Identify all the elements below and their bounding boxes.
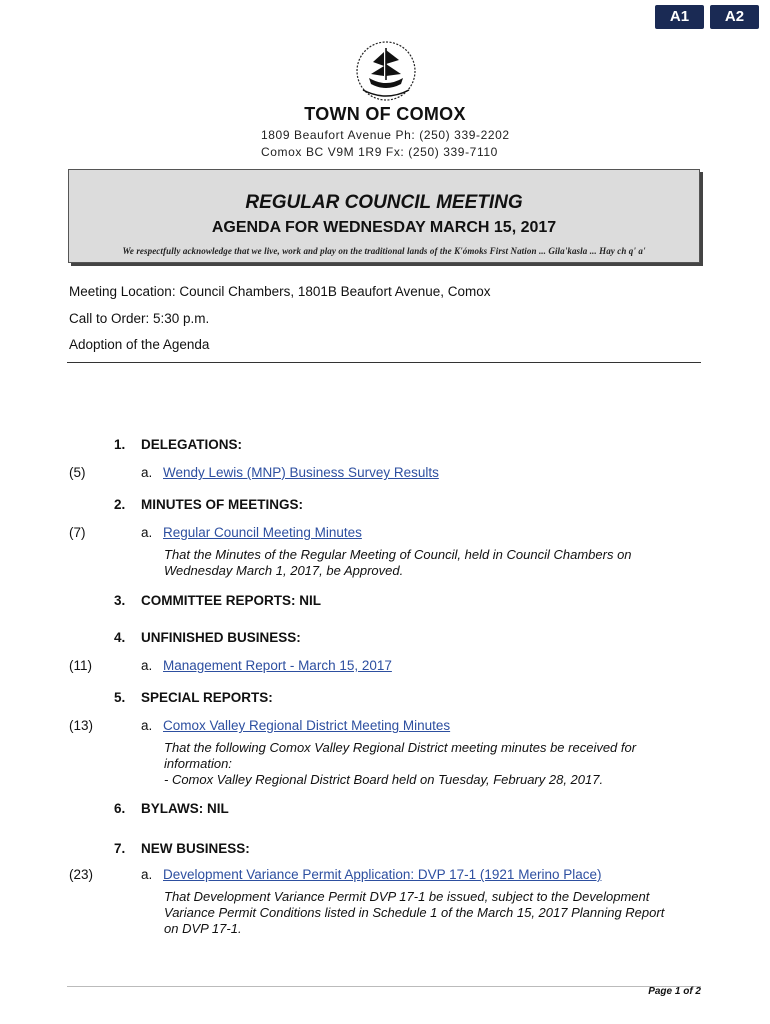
section-title: COMMITTEE REPORTS: NIL xyxy=(141,593,321,608)
item-letter: a. xyxy=(141,718,153,733)
section-number: 5. xyxy=(114,690,126,705)
agenda-item-link[interactable]: Management Report - March 15, 2017 xyxy=(163,658,392,673)
section-number: 2. xyxy=(114,497,126,512)
address-line-2: Comox BC V9M 1R9 Fx: (250) 339-7110 xyxy=(261,145,498,159)
motion-line: on DVP 17-1. xyxy=(164,921,242,936)
section-title: NEW BUSINESS: xyxy=(141,841,250,856)
tab-a2[interactable]: A2 xyxy=(710,5,759,29)
section-bylaws xyxy=(114,801,229,816)
section-title: SPECIAL REPORTS: xyxy=(141,690,273,705)
page-ref: (11) xyxy=(69,658,93,673)
call-to-order: Call to Order: 5:30 p.m. xyxy=(69,311,210,326)
section-number: 6. xyxy=(114,801,126,816)
motion-text xyxy=(164,740,704,788)
section-title: DELEGATIONS: xyxy=(141,437,242,452)
section-new-business xyxy=(114,841,250,856)
section-number: 1. xyxy=(114,437,126,452)
section-delegations xyxy=(114,437,242,452)
section-title: UNFINISHED BUSINESS: xyxy=(141,630,301,645)
item-letter: a. xyxy=(141,658,153,673)
land-acknowledgement: We respectfully acknowledge that we live, work and play on the traditional lands of the K'ómoks First Nation ... Gila'kasla ... Hay ch q' a' xyxy=(122,246,646,256)
item-letter: a. xyxy=(141,867,153,882)
agenda-item-link[interactable]: Comox Valley Regional District Meeting Minutes xyxy=(163,718,451,733)
section-minutes xyxy=(114,497,303,512)
motion-line: That the Minutes of the Regular Meeting of Council, held in Council Chambers on xyxy=(164,547,632,562)
town-crest-logo xyxy=(355,38,417,104)
motion-text xyxy=(164,547,704,579)
motion-line: Variance Permit Conditions listed in Schedule 1 of the March 15, 2017 Planning Report xyxy=(164,905,665,920)
page-ref: (5) xyxy=(69,465,86,480)
item-letter: a. xyxy=(141,465,153,480)
motion-line: - Comox Valley Regional District Board held on Tuesday, February 28, 2017. xyxy=(164,772,604,787)
section-committee-reports xyxy=(114,593,321,608)
meeting-location: Meeting Location: Council Chambers, 1801B Beaufort Avenue, Comox xyxy=(69,284,491,299)
page-ref: (23) xyxy=(69,867,94,882)
divider xyxy=(67,362,701,363)
motion-line: That Development Variance Permit DVP 17-1 be issued, subject to the Development xyxy=(164,889,650,904)
section-number: 3. xyxy=(114,593,126,608)
section-title: BYLAWS: NIL xyxy=(141,801,229,816)
town-name: TOWN OF COMOX xyxy=(304,104,466,124)
motion-text xyxy=(164,889,704,937)
motion-line: Wednesday March 1, 2017, be Approved. xyxy=(164,563,404,578)
address-line-1: 1809 Beaufort Avenue Ph: (250) 339-2202 xyxy=(261,128,510,142)
page-number: Page 1 of 2 xyxy=(648,986,701,997)
section-title: MINUTES OF MEETINGS: xyxy=(141,497,303,512)
section-number: 7. xyxy=(114,841,126,856)
agenda-item-link[interactable]: Wendy Lewis (MNP) Business Survey Results xyxy=(163,465,439,480)
section-unfinished-business xyxy=(114,630,301,645)
agenda-banner xyxy=(68,169,700,263)
tab-a1[interactable]: A1 xyxy=(655,5,704,29)
section-number: 4. xyxy=(114,630,126,645)
agenda-item-link[interactable]: Development Variance Permit Application: DVP 17-1 (1921 Merino Place) xyxy=(163,867,602,882)
page-ref: (13) xyxy=(69,718,94,733)
agenda-date: AGENDA FOR WEDNESDAY MARCH 15, 2017 xyxy=(211,219,557,236)
agenda-item-link[interactable]: Regular Council Meeting Minutes xyxy=(163,525,362,540)
adoption-of-agenda: Adoption of the Agenda xyxy=(69,337,210,352)
item-letter: a. xyxy=(141,525,153,540)
meeting-title: REGULAR COUNCIL MEETING xyxy=(245,192,523,213)
page-ref: (7) xyxy=(69,525,86,540)
motion-line: information: xyxy=(164,756,232,771)
section-special-reports xyxy=(114,690,273,705)
footer-divider xyxy=(67,986,701,987)
motion-line: That the following Comox Valley Regional District meeting minutes be received for xyxy=(164,740,637,755)
